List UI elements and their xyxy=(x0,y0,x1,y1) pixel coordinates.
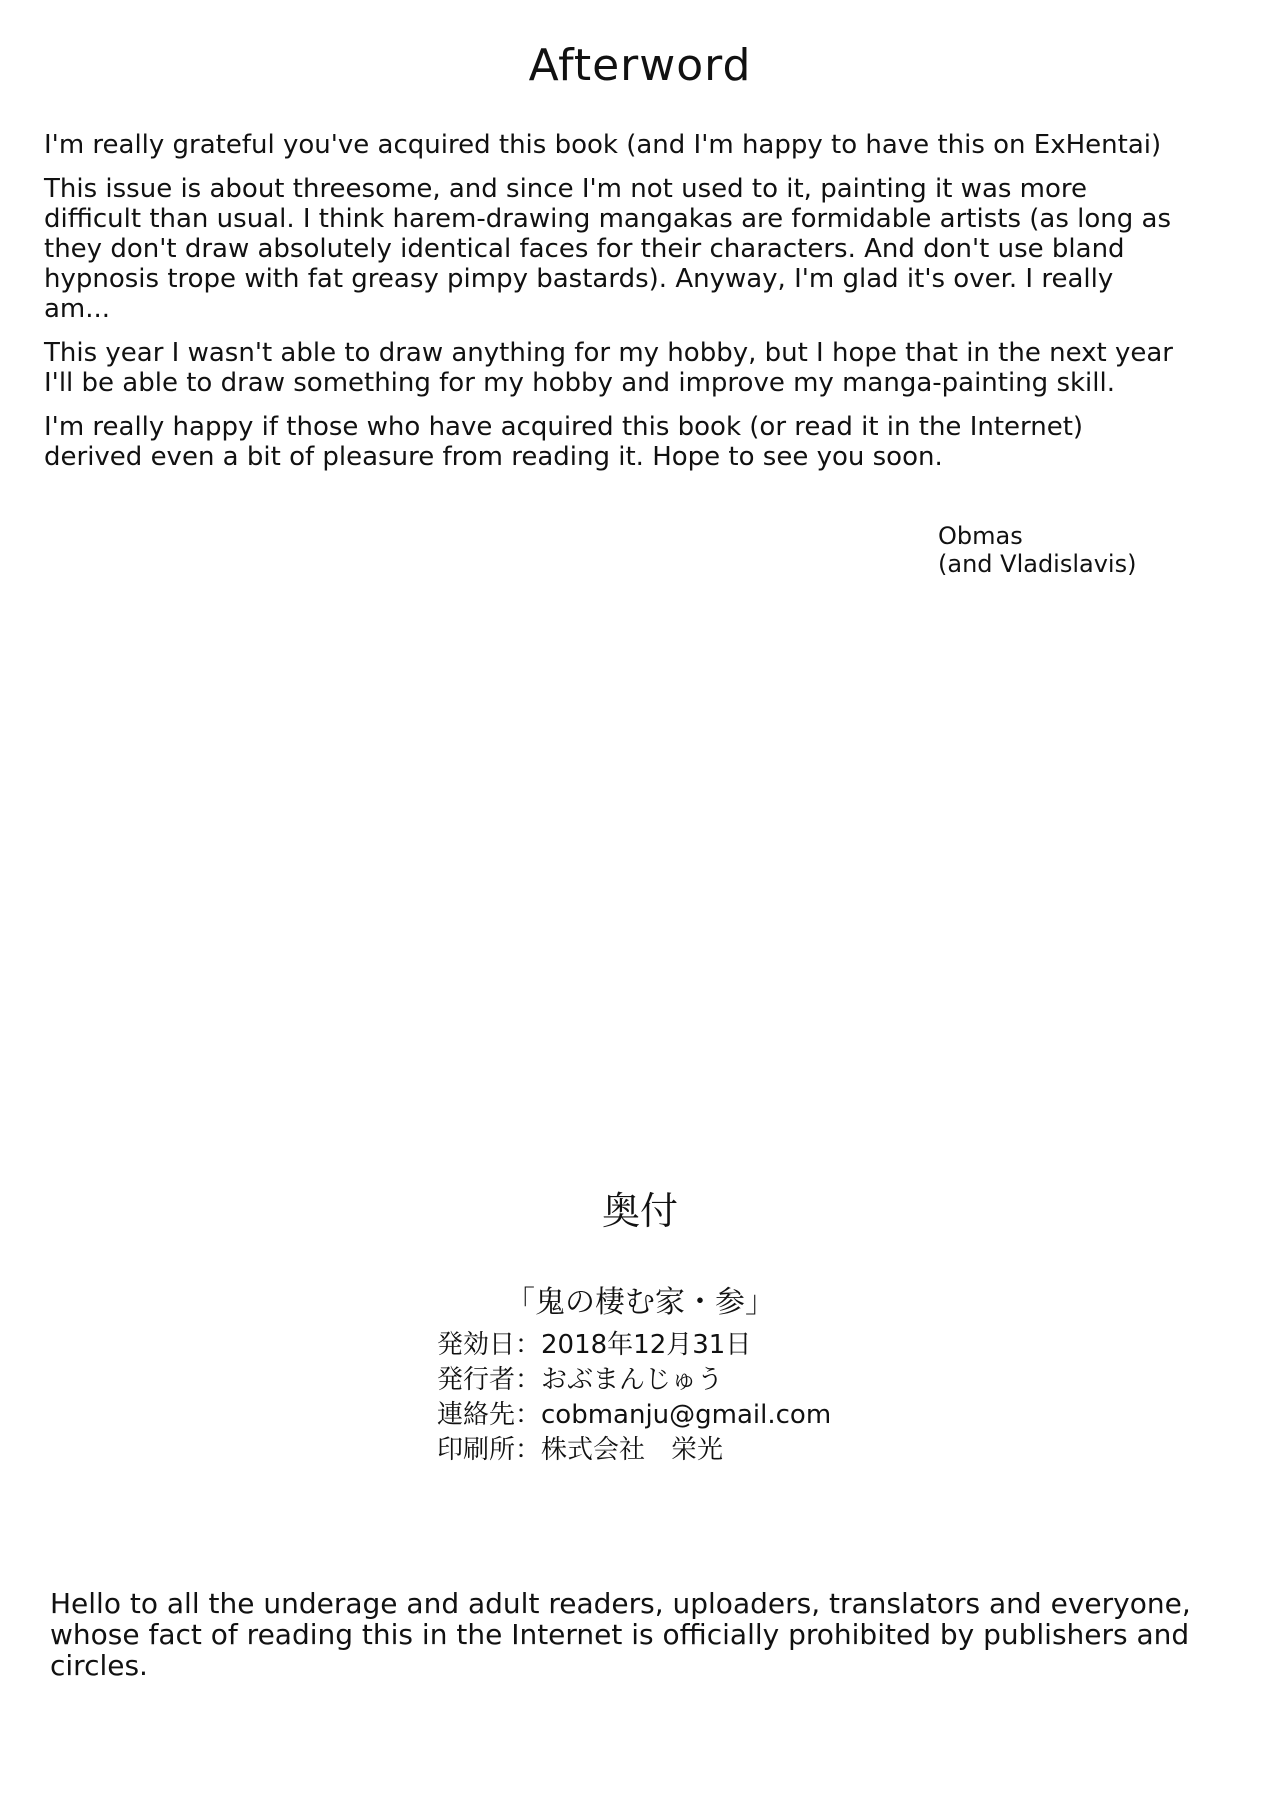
paragraph: This issue is about threesome, and since I'm not used to it, painting it was more difficult than usual. I think harem-drawing mangakas are formidable artists (as long as they don't draw absolutely identical faces for their characters. And don't use bland hypnosis trope with fat greasy pimpy bastards). Anyway, I'm glad it's over. I really am... xyxy=(44,174,1172,324)
colophon xyxy=(0,1180,1280,1465)
signature-co-author: (and Vladislavis) xyxy=(938,550,1137,578)
paragraph: I'm really happy if those who have acquired this book (or read it in the Internet) derived even a bit of pleasure from reading it. Hope to see you soon. xyxy=(44,412,1084,472)
colophon-issue-date: 発効日：2018年12月31日 xyxy=(437,1330,752,1360)
signature-name: Obmas xyxy=(938,522,1023,550)
colophon-book-title: 「鬼の棲む家・参」 xyxy=(505,1285,775,1320)
colophon-details xyxy=(437,1328,831,1468)
colophon-publisher: 発行者：おぶまんじゅう xyxy=(437,1365,724,1395)
page-title: Afterword xyxy=(528,40,752,91)
signature xyxy=(938,522,1136,578)
paragraph: This year I wasn't able to draw anything for my hobby, but I hope that in the next year I'll be able to draw something for my hobby and improve my manga-painting skill. xyxy=(44,338,1173,398)
colophon-contact: 連絡先：cobmanju@gmail.com xyxy=(437,1400,832,1430)
colophon-heading: 奥付 xyxy=(601,1189,678,1233)
colophon-printer: 印刷所：株式会社 栄光 xyxy=(437,1435,724,1465)
footer-note: Hello to all the underage and adult readers, uploaders, translators and everyone, whose fact of reading this in the Internet is officially prohibited by publishers and circles. xyxy=(50,1587,1191,1682)
paragraph: I'm really grateful you've acquired this book (and I'm happy to have this on ExHentai) xyxy=(44,130,1162,160)
afterword-body xyxy=(44,130,1184,486)
